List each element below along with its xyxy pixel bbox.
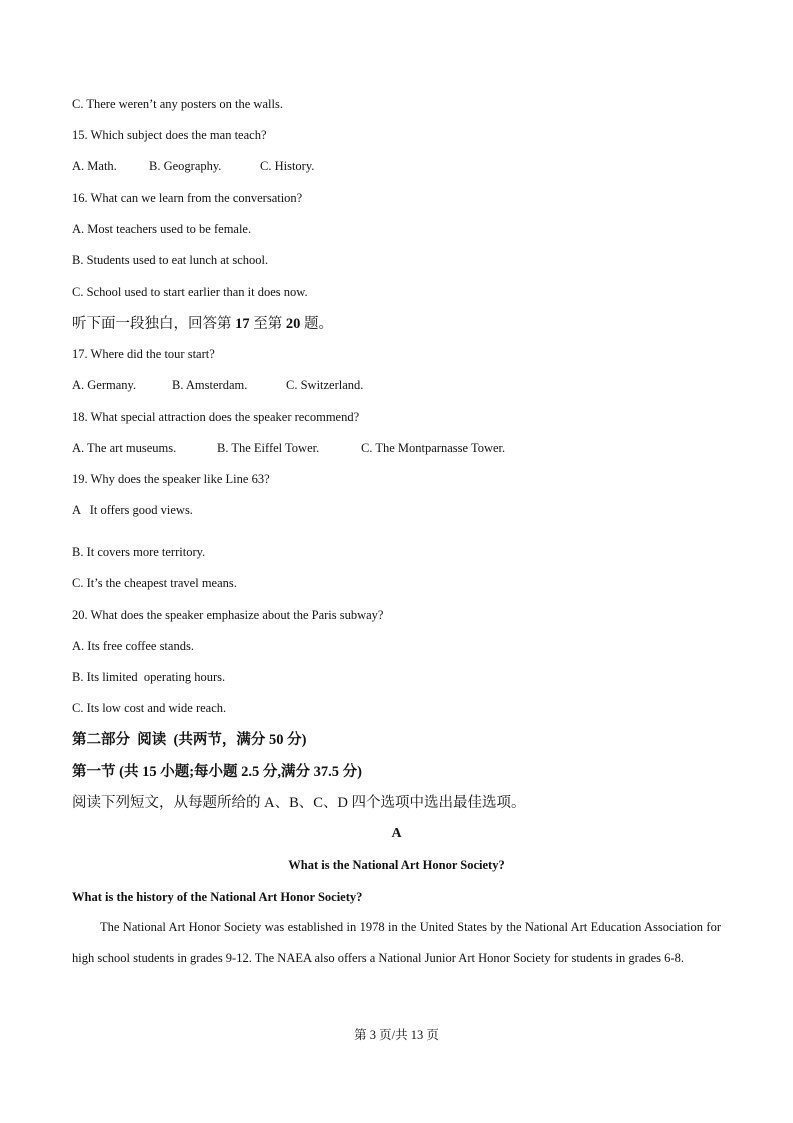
question-19-option-a: A It offers good views. — [72, 503, 193, 517]
question-18-option-c: C. The Montparnasse Tower. — [361, 441, 506, 455]
question-17-option-b: B. Amsterdam. — [172, 378, 248, 392]
section-1-heading: 第一节 (共 15 小题;每小题 2.5 分,满分 37.5 分) — [72, 764, 362, 780]
question-15-options — [72, 158, 314, 174]
question-14-option-c: C. There weren’t any posters on the walls. — [72, 97, 283, 111]
passage-paragraph: The National Art Honor Society was established in 1978 in the United States by the National Art Education Association for high school students in grades 9-12. The NAEA also offers a National Junior Art Honor Society for students in grades 6-8. — [72, 920, 721, 965]
reading-instruction: 阅读下列短文，从每题所给的 A、B、C、D 四个选项中选出最佳选项。 — [72, 795, 526, 811]
question-18-option-a: A. The art museums. — [72, 441, 177, 455]
passage-title: What is the National Art Honor Society? — [288, 858, 505, 872]
question-16-option-c: C. School used to start earlier than it does now. — [72, 285, 308, 299]
page-footer: 第 3 页/共 13 页 — [354, 1028, 439, 1042]
question-17-options — [72, 377, 363, 393]
question-15-option-b: B. Geography. — [149, 159, 222, 173]
question-20-option-c: C. Its low cost and wide reach. — [72, 701, 227, 715]
part-2-heading: 第二部分 阅读 (共两节，满分 50 分) — [72, 732, 307, 748]
question-16: 16. What can we learn from the conversation? — [72, 191, 303, 205]
instruction-text-2: 至第 — [249, 316, 286, 332]
question-20-option-b: B. Its limited operating hours. — [72, 670, 226, 684]
passage-letter: A — [391, 826, 402, 841]
question-18: 18. What special attraction does the speaker recommend? — [72, 410, 360, 424]
question-19: 19. Why does the speaker like Line 63? — [72, 472, 270, 486]
question-15-option-c: C. History. — [260, 159, 315, 173]
question-18-options — [72, 440, 505, 456]
question-20: 20. What does the speaker emphasize about the Paris subway? — [72, 608, 384, 622]
listening-instruction-17-20 — [72, 315, 333, 333]
question-17-option-c: C. Switzerland. — [286, 378, 364, 392]
passage-subheading: What is the history of the National Art Honor Society? — [72, 890, 363, 904]
instruction-text-3: 题。 — [300, 316, 333, 332]
question-15-option-a: A. Math. — [72, 159, 117, 173]
question-20-option-a: A. Its free coffee stands. — [72, 639, 194, 653]
instruction-text-1: 听下面一段独白，回答第 — [72, 316, 236, 332]
instruction-number-17: 17 — [235, 316, 250, 332]
question-16-option-b: B. Students used to eat lunch at school. — [72, 253, 269, 267]
question-16-option-a: A. Most teachers used to be female. — [72, 222, 252, 236]
question-18-option-b: B. The Eiffel Tower. — [217, 441, 320, 455]
instruction-number-20: 20 — [285, 316, 301, 332]
question-19-option-b: B. It covers more territory. — [72, 545, 206, 559]
question-17-option-a: A. Germany. — [72, 378, 137, 392]
question-17: 17. Where did the tour start? — [72, 347, 215, 361]
question-15: 15. Which subject does the man teach? — [72, 128, 267, 142]
question-19-option-c: C. It’s the cheapest travel means. — [72, 576, 237, 590]
